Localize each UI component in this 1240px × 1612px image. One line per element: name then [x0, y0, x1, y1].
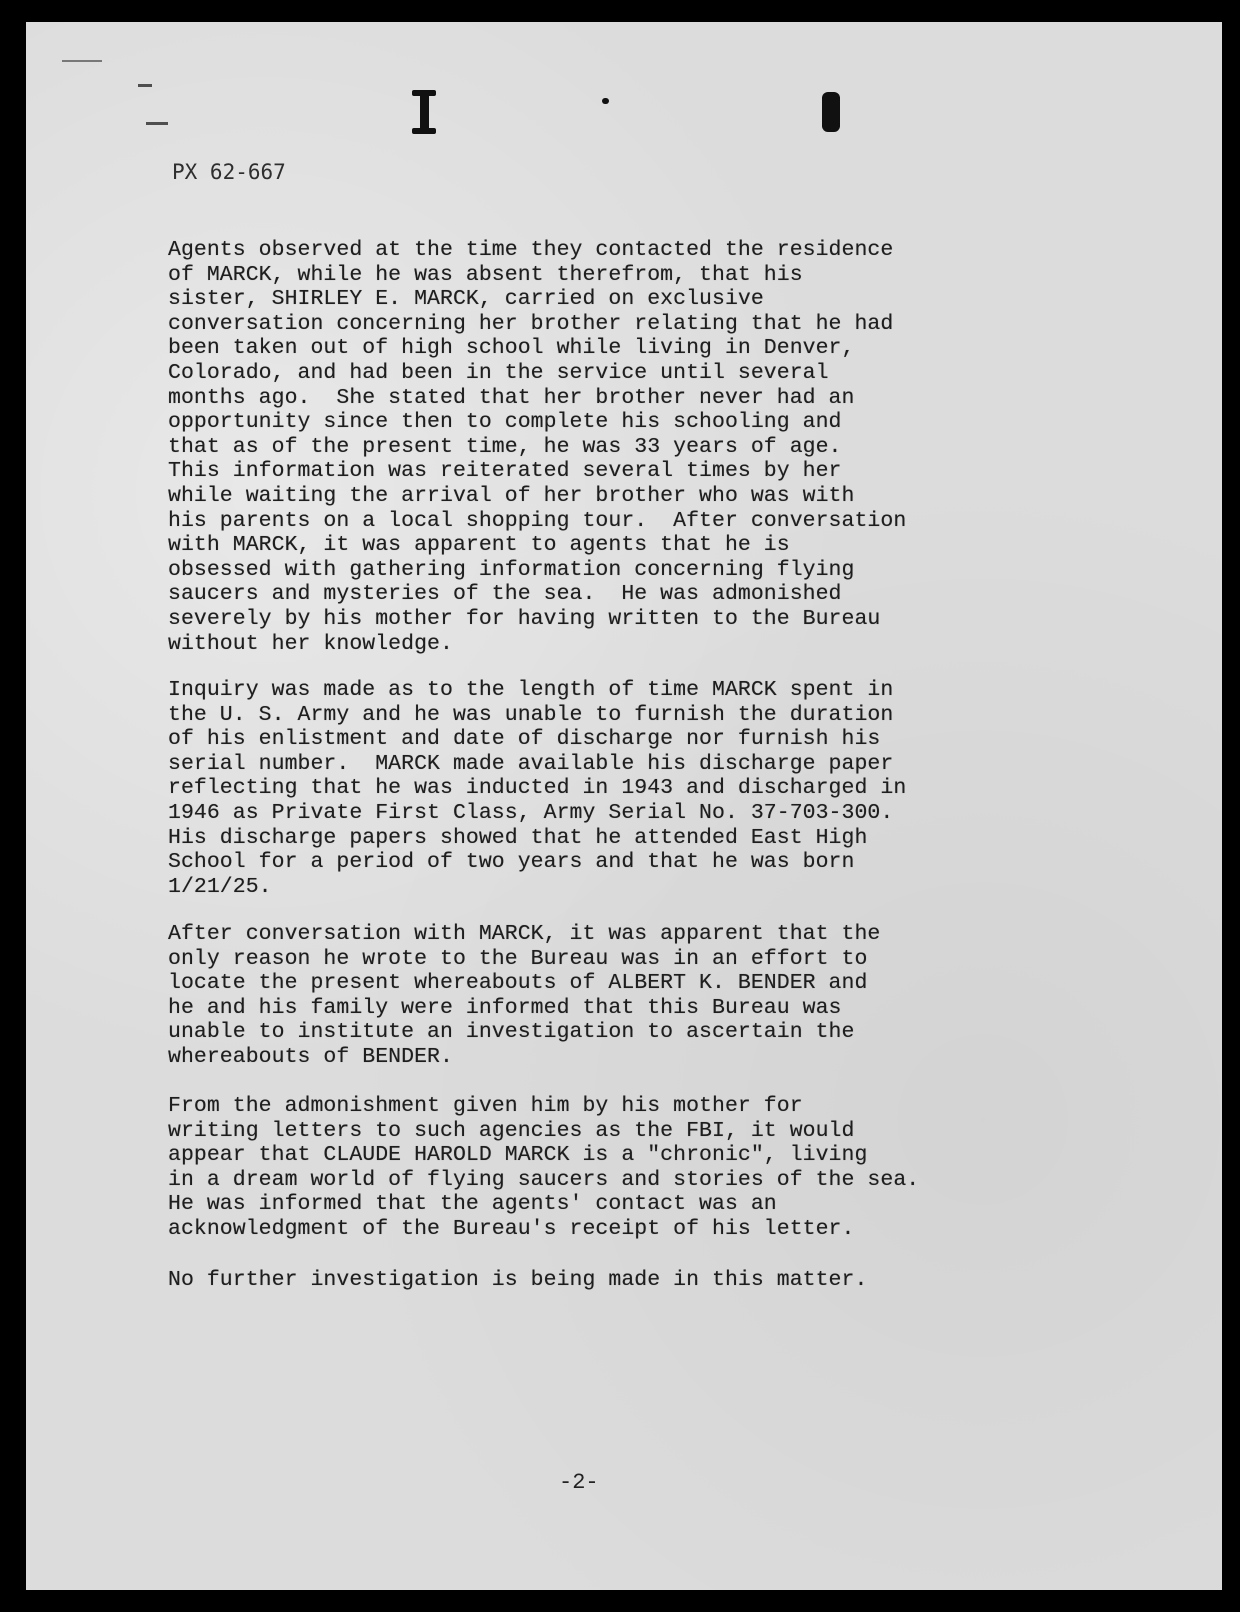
paragraph-3: After conversation with MARCK, it was apparent that the only reason he wrote to the Bureau was in an effort to locate the present whereabouts of ALBERT K. BENDER and he and his family were informed that this Bureau was unable to institute an investigation to ascertain the whereabouts of BENDER. — [168, 922, 881, 1069]
binding-mark — [62, 60, 102, 62]
paragraph-4: From the admonishment given him by his mother for writing letters to such agencies as the FBI, it would appear that CLAUDE HAROLD MARCK is a "chronic", living in a dream world of flying saucers and stories of the sea. He was informed that the agents' contact was an acknowledgment of the Bureau's receipt of his letter. — [168, 1094, 920, 1241]
binding-mark — [412, 128, 436, 134]
paragraph-1: Agents observed at the time they contacted the residence of MARCK, while he was absent therefrom, that his sister, SHIRLEY E. MARCK, carried on exclusive conversation concerning her brother relating that he had been taken out of high school while living in Denver, Colorado, and had been in the service until several months ago. She stated that her brother never had an opportunity since then to complete his schooling and that as of the present time, he was 33 years of age. This information was reiterated several times by her while waiting the arrival of her brother who was with his parents on a local shopping tour. After conversation with MARCK, it was apparent to agents that he is obsessed with gathering information concerning flying saucers and mysteries of the sea. He was admonished severely by his mother for having written to the Bureau without her knowledge. — [168, 238, 907, 656]
file-number: PX 62-667 — [172, 160, 286, 184]
binding-mark — [822, 92, 840, 132]
binding-mark — [138, 84, 152, 87]
binding-mark — [602, 98, 609, 104]
page-number: -2- — [559, 1470, 599, 1495]
paragraph-5: No further investigation is being made in this matter. — [168, 1268, 868, 1292]
document-page — [26, 22, 1222, 1590]
binding-mark — [146, 122, 168, 125]
binding-mark — [412, 90, 436, 96]
paragraph-2: Inquiry was made as to the length of time MARCK spent in the U. S. Army and he was unable to furnish the duration of his enlistment and date of discharge nor furnish his serial number. MARCK made available his discharge paper reflecting that he was inducted in 1943 and discharged in 1946 as Private First Class, Army Serial No. 37-703-300. His discharge papers showed that he attended East High School for a period of two years and that he was born 1/21/25. — [168, 678, 907, 899]
